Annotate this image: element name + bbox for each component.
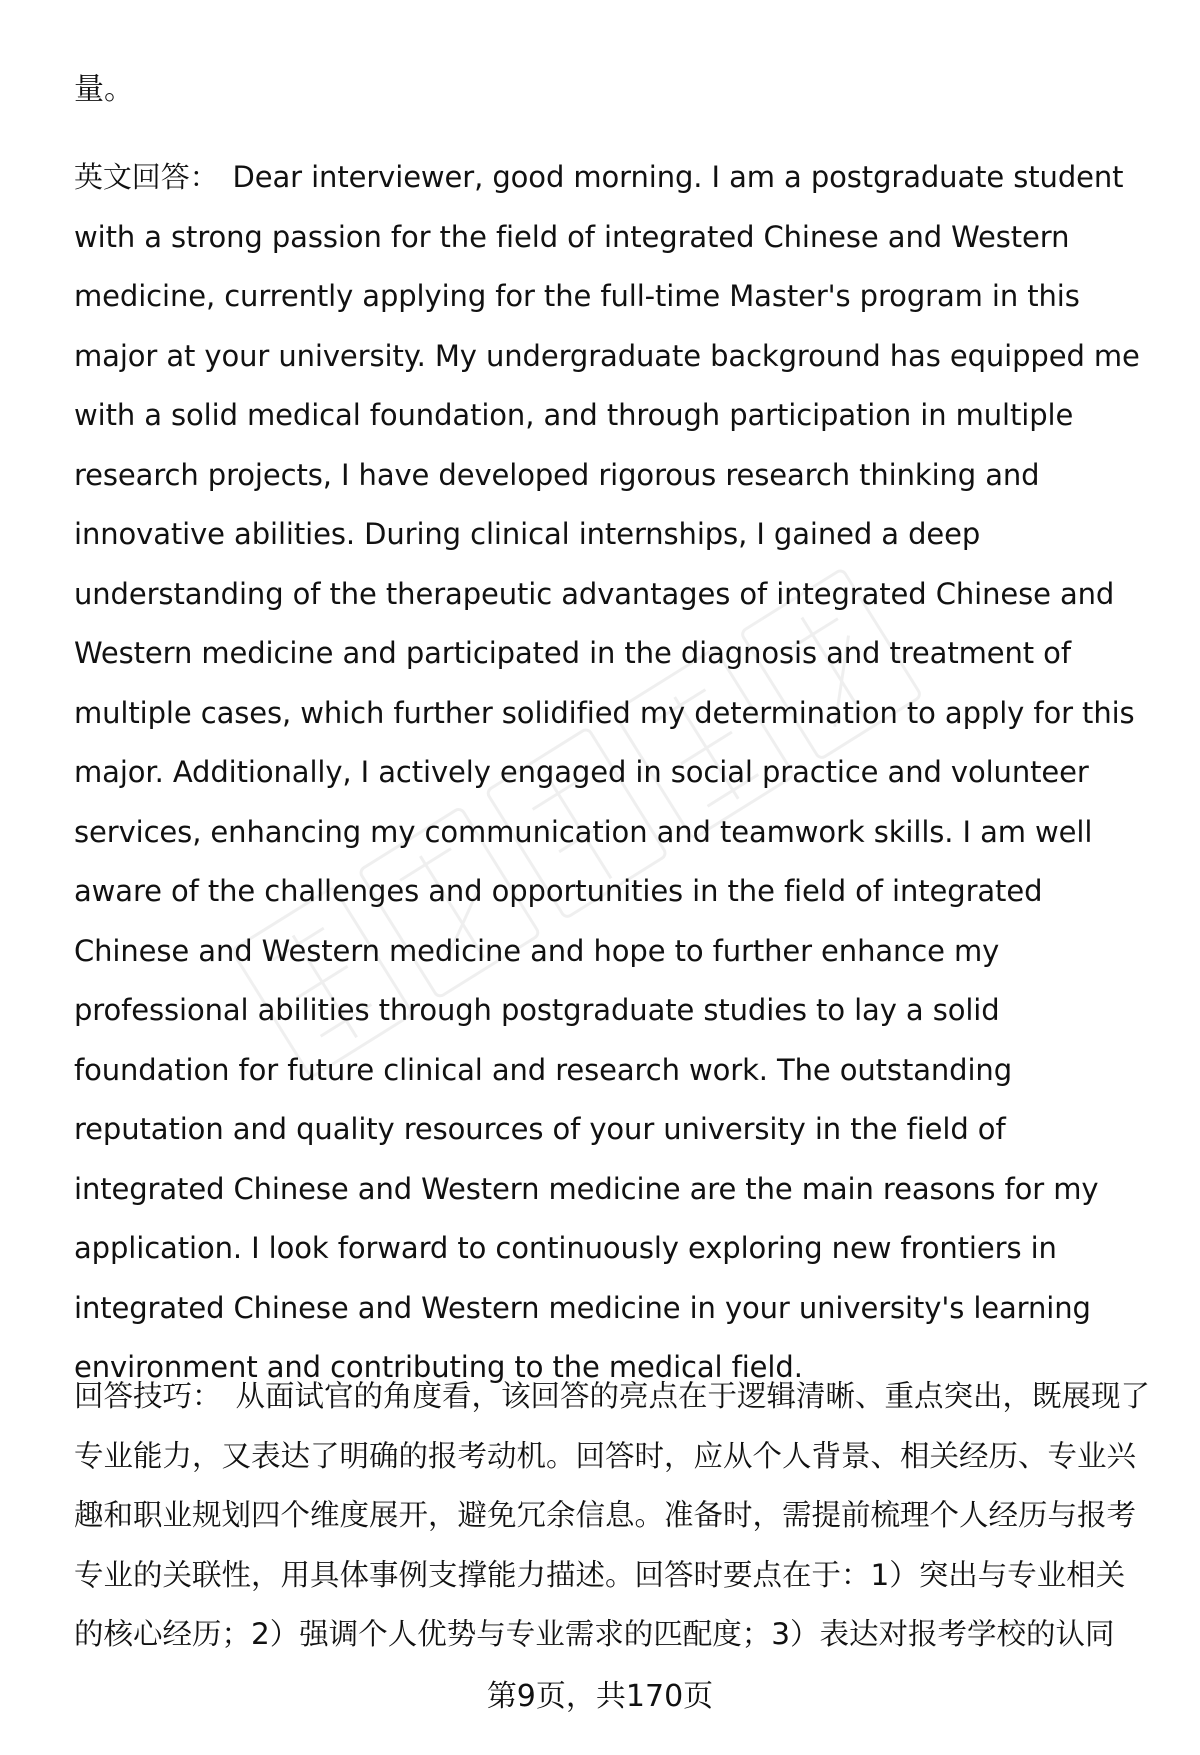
english-answer-paragraph bbox=[74, 148, 1154, 1398]
page-indicator: 第9页，共170页 bbox=[486, 1679, 714, 1714]
english-answer-text: Dear interviewer, good morning. I am a postgraduate student with a strong passion for the field of integrated Chinese and Western medicine, currently applying for the full-time Master's program in this major at your university. My undergraduate background has equipped me with a solid medical foundation, and through participation in multiple research projects, I have developed rigorous research thinking and innovative abilities. During clinical internships, I gained a deep understanding of the therapeutic advantages of integrated Chinese and Western medicine and participated in the diagnosis and treatment of multiple cases, which further solidified my determination to apply for this major. Additionally, I actively engaged in social practice and volunteer services, enhancing my communication and teamwork skills. I am well aware of the challenges and opportunities in the field of integrated Chinese and Western medicine and hope to further enhance my professional abilities through postgraduate studies to lay a solid foundation for future clinical and research work. The outstanding reputation and quality resources of your university in the field of integrated Chinese and Western medicine are the main reasons for my application. I look forward to continuously exploring new frontiers in integrated Chinese and Western medicine in your university's learning environment and contributing to the medical field. bbox=[74, 160, 1140, 1384]
continuation-text: 量。 bbox=[74, 72, 134, 107]
answer-tips-paragraph bbox=[74, 1367, 1154, 1665]
answer-tips-text: 从面试官的角度看，该回答的亮点在于逻辑清晰、重点突出，既展现了专业能力，又表达了明确的报考动机。回答时，应从个人背景、相关经历、专业兴趣和职业规划四个维度展开，避免冗余信息。准备时，需提前梳理个人经历与报考专业的关联性，用具体事例支撑能力描述。回答时要点在于：1）突出与专业相关的核心经历；2）强调个人优势与专业需求的匹配度；3）表达对报考学校的认同 bbox=[74, 1379, 1151, 1651]
english-answer-label: 英文回答： bbox=[74, 160, 219, 194]
answer-tips-label: 回答技巧： bbox=[74, 1379, 222, 1413]
